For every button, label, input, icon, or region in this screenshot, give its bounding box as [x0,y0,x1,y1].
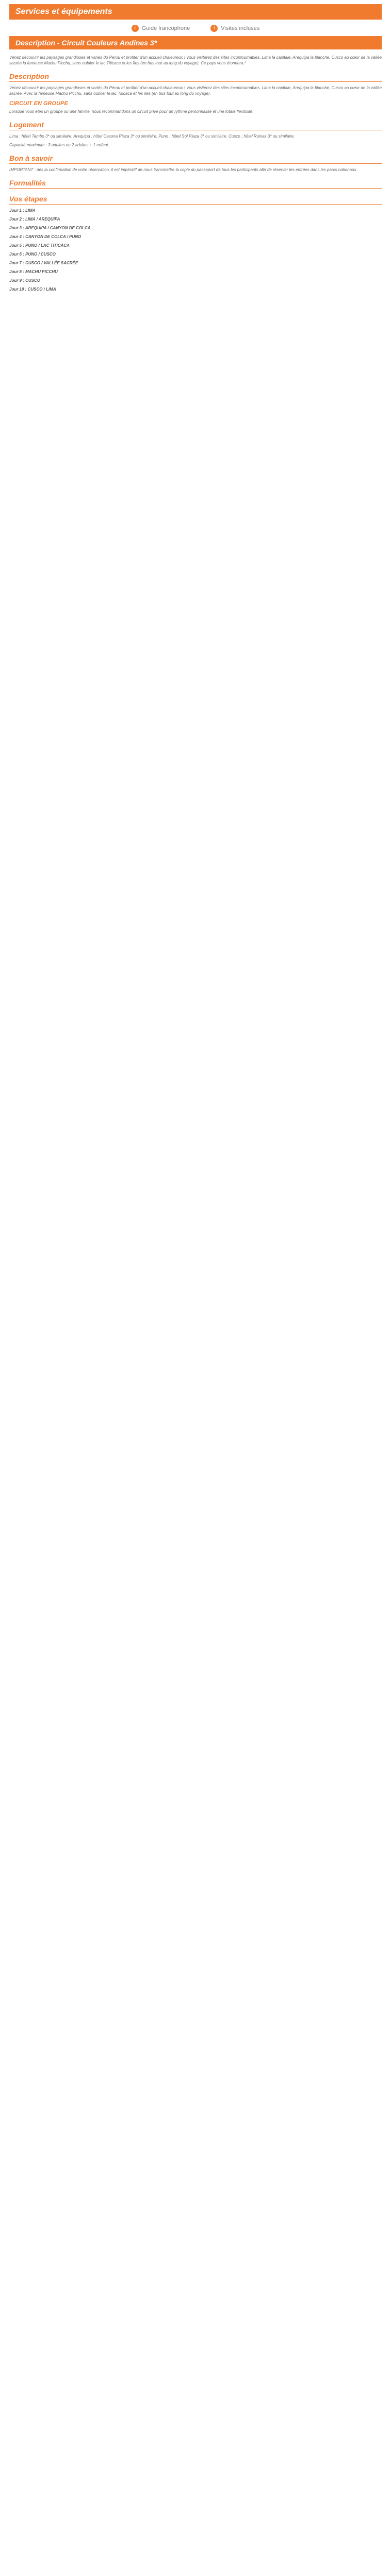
visit-icon: i [210,25,218,32]
section-formalites: Formalités [9,179,382,189]
day-2: Jour 3 : AREQUIPA / CANYON DE COLCA [9,226,91,230]
important-paragraph: IMPORTANT : dès la confirmation de votre réservation, il est impératif de nous transmettre la copie du passeport de tous les participants afin de réserver les entrées dans les parcs nationaux. [9,167,357,172]
day-8: Jour 9 : CUSCO [9,278,41,283]
section-bon-a-savoir: Bon à savoir [9,154,382,164]
intro-paragraph: Venez découvrir les paysages grandioses et variés du Pérou et profiter d'un accueil chaleureux ! Vous visiterez des sites incontournables, Lima la capitale, Arequipa la blanche, Cusco au cœur de la vallée sacrée la fameuse Machu Picchu, sans oublier le lac Titicaca et les îles (en bus tout au long du voyage). Ce pays vous étonnera ! [9,55,382,65]
description-paragraph: Venez découvrir les paysages grandioses et variés du Pérou et profiter d'un accueil chaleureux ! Vous visiterez des sites incontournables. Lima la capitale, Arequipa la blanche, Cusco au cœur de la vallée sacrée. Avec la fameuse Machu Picchu, sans oublier le lac Titicaca et les îles (en bus tout au long du voyage). [9,86,382,96]
description-banner [9,36,382,49]
page [0,4,391,292]
group-paragraph: Lorsque vous êtes un groupe ou une famille, nous recommandons un circuit privé pour un rythme personnalisé et une totale flexibilité. [9,109,254,114]
section-etapes: Vos étapes [9,195,382,205]
section-logement: Logement [9,121,382,130]
day-5: Jour 6 : PUNO / CUSCO [9,252,56,257]
day-7: Jour 8 : MACHU PICCHU [9,269,58,274]
services-title: Services et équipements [15,7,112,16]
tab-guide-label: Guide francophone [141,25,190,31]
capacity-paragraph: Capacité maximum : 3 adultes ou 2 adultes + 1 enfant. [9,143,109,147]
description-banner-title: Description - Circuit Couleurs Andines 3* [15,39,157,47]
tab-visites-label: Visites incluses [221,25,260,31]
day-6: Jour 7 : CUSCO / VALLÉE SACRÉE [9,261,78,265]
logement-paragraph: Lima : hôtel Tambo 3* ou similaire. Arequipa : hôtel Casona Plaza 3* ou similaire. Puno : hôtel Sol Plaza 3* ou similaire. Cusco : hôtel Ruinas 3* ou similaire. [9,134,295,139]
subsection-circuit: CIRCUIT EN GROUPE [9,100,68,107]
guide-icon: i [132,25,139,32]
services-banner [9,4,382,20]
tab-visites [210,25,259,32]
services-tabs [9,20,382,35]
day-0: Jour 1 : LIMA [9,208,36,213]
day-4: Jour 5 : PUNO / LAC TITICACA [9,243,70,248]
section-description: Description [9,72,382,82]
day-3: Jour 4 : CANYON DE COLCA / PUNO [9,234,82,239]
day-1: Jour 2 : LIMA / AREQUIPA [9,217,60,222]
tab-guide [132,25,190,32]
day-9: Jour 10 : CUSCO / LIMA [9,287,56,292]
